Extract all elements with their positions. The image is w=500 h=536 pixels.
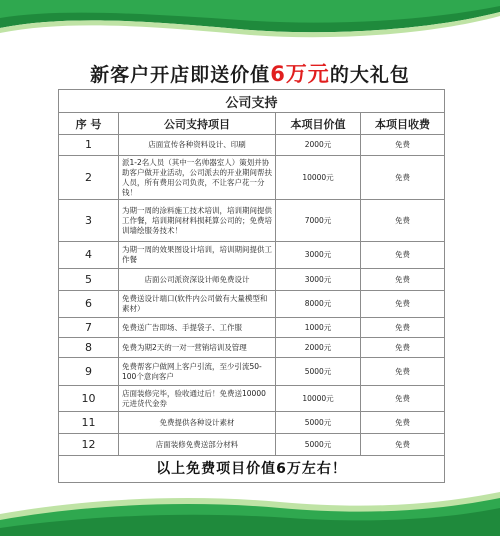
- row-fee: 免费: [361, 200, 445, 242]
- row-seq: 4: [59, 242, 119, 269]
- table-footer: 以上免费项目价值6万左右！: [59, 456, 445, 483]
- page-headline: [0, 58, 500, 88]
- row-item: 免费帮客户做网上客户引流，至少引流50-100个意向客户: [119, 358, 276, 386]
- row-item: 为期一周的效果图设计培训，培训期间提供工作餐: [119, 242, 276, 269]
- row-price: 2000元: [276, 135, 361, 156]
- table-footer-row: [59, 456, 445, 483]
- row-fee: 免费: [361, 386, 445, 412]
- table-row: [59, 434, 445, 456]
- table-row: [59, 135, 445, 156]
- row-price: 10000元: [276, 386, 361, 412]
- table-row: [59, 242, 445, 269]
- header-seq: 序 号: [59, 113, 119, 135]
- row-item: 店面宣传各种资料设计、印刷: [119, 135, 276, 156]
- row-seq: 1: [59, 135, 119, 156]
- row-item: 店面装修免费送部分材料: [119, 434, 276, 456]
- row-price: 5000元: [276, 434, 361, 456]
- table-row: [59, 338, 445, 358]
- row-fee: 免费: [361, 434, 445, 456]
- row-seq: 6: [59, 291, 119, 318]
- row-fee: 免费: [361, 358, 445, 386]
- row-item: 免费送广告即场、手提袋子、工作服: [119, 318, 276, 338]
- row-price: 3000元: [276, 269, 361, 291]
- row-fee: 免费: [361, 291, 445, 318]
- row-seq: 10: [59, 386, 119, 412]
- row-fee: 免费: [361, 135, 445, 156]
- row-seq: 12: [59, 434, 119, 456]
- table-row: [59, 318, 445, 338]
- table-row: [59, 269, 445, 291]
- row-item: 店面装修完毕，验收通过后！免费送10000元进货代金券: [119, 386, 276, 412]
- row-price: 3000元: [276, 242, 361, 269]
- headline-suffix: 的大礼包: [329, 64, 410, 86]
- row-seq: 5: [59, 269, 119, 291]
- header-item: 公司支持项目: [119, 113, 276, 135]
- row-item: 为期一周的涂料施工技术培训，培训期间提供工作餐，培训期间材料损耗算公司的；免费培训墙绘服务技术！: [119, 200, 276, 242]
- row-price: 8000元: [276, 291, 361, 318]
- header-fee: 本项目收费: [361, 113, 445, 135]
- row-item: 派1-2名人员（其中一名帅器室人）策划并协助客户做开业活动，公司派去的开业期间帮扶人员，所有费用公司负责，不让客户花一分钱！: [119, 156, 276, 200]
- table-row: [59, 291, 445, 318]
- support-table: [58, 89, 445, 483]
- table-row: [59, 412, 445, 434]
- row-fee: 免费: [361, 318, 445, 338]
- row-price: 7000元: [276, 200, 361, 242]
- row-seq: 8: [59, 338, 119, 358]
- row-fee: 免费: [361, 156, 445, 200]
- row-price: 1000元: [276, 318, 361, 338]
- table-row: [59, 156, 445, 200]
- header-price: 本项目价值: [276, 113, 361, 135]
- row-seq: 7: [59, 318, 119, 338]
- row-item: 免费提供各种设计素材: [119, 412, 276, 434]
- row-fee: 免费: [361, 412, 445, 434]
- row-seq: 9: [59, 358, 119, 386]
- row-item: 店面公司派资深设计师免费设计: [119, 269, 276, 291]
- row-price: 10000元: [276, 156, 361, 200]
- row-fee: 免费: [361, 242, 445, 269]
- headline-highlight: 6万元: [270, 62, 330, 86]
- table-row: [59, 386, 445, 412]
- row-seq: 3: [59, 200, 119, 242]
- table-title: 公司支持: [59, 90, 445, 113]
- row-item: 免费为期2天的一对一营销培训及管理: [119, 338, 276, 358]
- table-row: [59, 358, 445, 386]
- row-seq: 2: [59, 156, 119, 200]
- row-fee: 免费: [361, 269, 445, 291]
- top-green-wave: [0, 0, 500, 46]
- row-seq: 11: [59, 412, 119, 434]
- bottom-green-wave: [0, 484, 500, 536]
- table-row: [59, 200, 445, 242]
- row-price: 5000元: [276, 358, 361, 386]
- row-price: 5000元: [276, 412, 361, 434]
- row-price: 2000元: [276, 338, 361, 358]
- row-item: 免费送设计端口(软件内公司做有大量模型和素材）: [119, 291, 276, 318]
- headline-prefix: 新客户开店即送价值: [90, 64, 271, 86]
- row-fee: 免费: [361, 338, 445, 358]
